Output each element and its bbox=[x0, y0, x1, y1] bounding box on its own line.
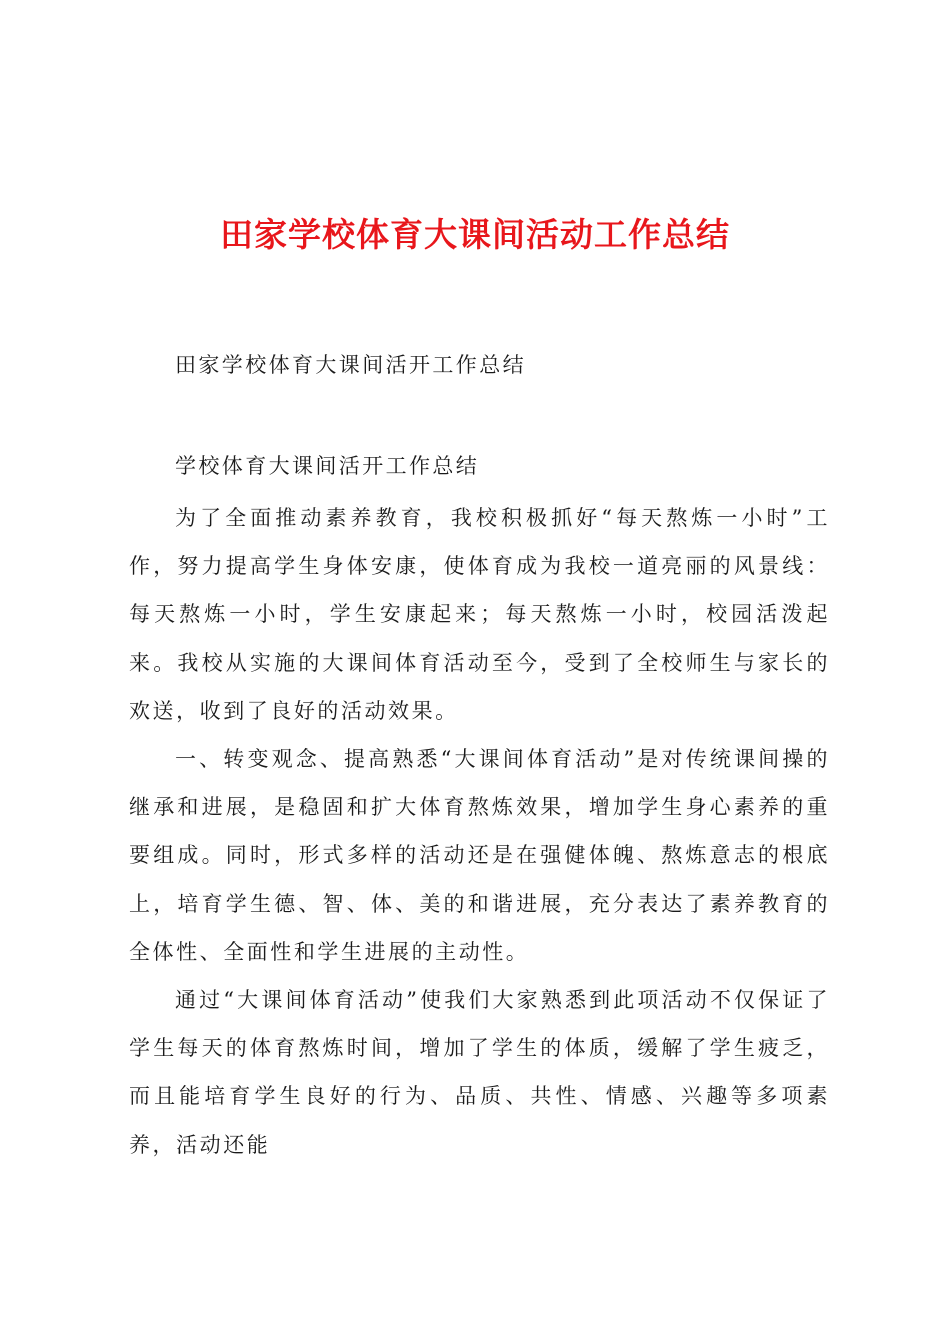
document-body bbox=[129, 494, 830, 1169]
document-subheading: 田家学校体育大课间活开工作总结 bbox=[175, 353, 526, 377]
paragraph-intro: 为了全面推动素养教育，我校积极抓好“每天熬炼一小时”工作，努力提高学生身体安康，使体育成为我校一道亮丽的风景线：每天熬炼一小时，学生安康起来；每天熬炼一小时，校园活泼起来。我校从实施的大课间体育活动至今，受到了全校师生与家长的欢送，收到了良好的活动效果。 bbox=[129, 506, 830, 723]
paragraph-section-one-continued: 通过“大课间体育活动”使我们大家熟悉到此项活动不仅保证了学生每天的体育熬炼时间，增加了学生的体质，缓解了学生疲乏，而且能培育学生良好的行为、品质、共性、情感、兴趣等多项素养，活动还能 bbox=[129, 988, 830, 1157]
paragraph-section-one: 一、转变观念、提高熟悉“大课间体育活动”是对传统课间操的继承和进展，是稳固和扩大体育熬炼效果，增加学生身心素养的重要组成。同时，形式多样的活动还是在强健体魄、熬炼意志的根底上，培育学生德、智、体、美的和谐进展，充分表达了素养教育的全体性、全面性和学生进展的主动性。 bbox=[129, 747, 830, 964]
section-heading: 学校体育大课间活开工作总结 bbox=[175, 454, 480, 478]
document-title: 田家学校体育大课间活动工作总结 bbox=[220, 215, 730, 254]
